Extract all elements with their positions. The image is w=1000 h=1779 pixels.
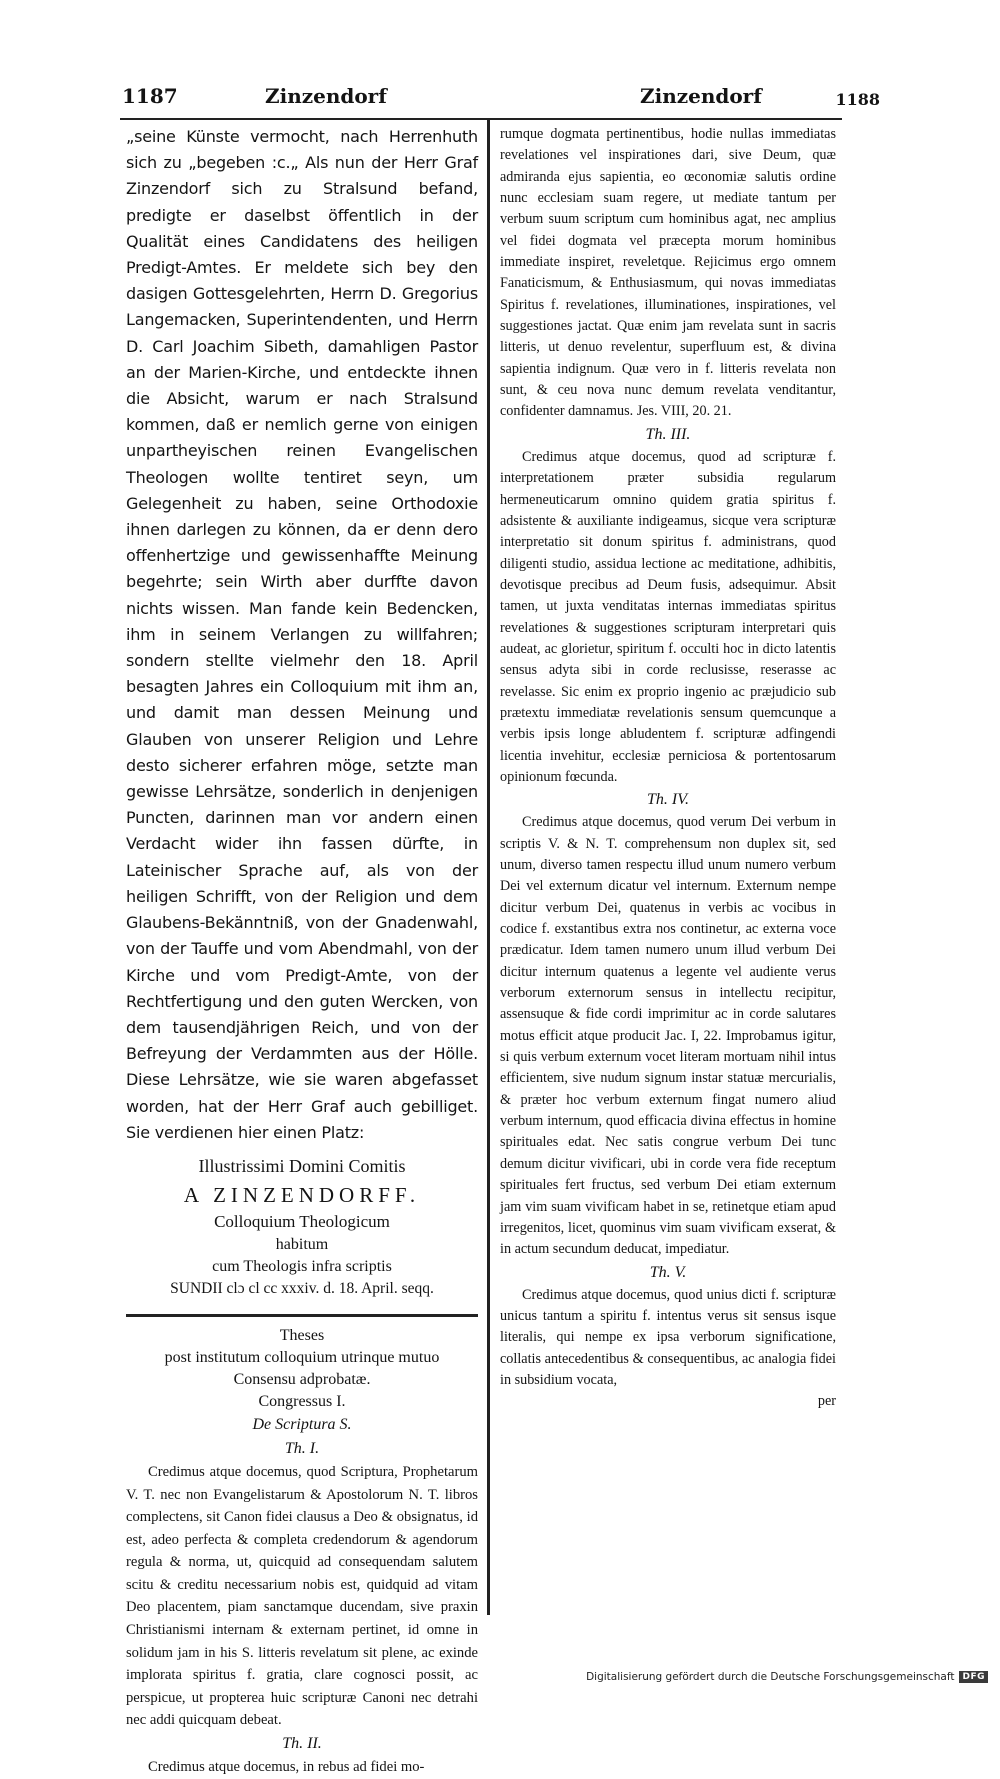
thesis-2-text: Credimus atque docemus, in rebus ad fidei mo- [148, 1759, 425, 1776]
section-rule [126, 1314, 478, 1317]
colloquium-title-line2: A ZINZENDORFF. [183, 1182, 421, 1207]
colloquium-title-line4: habitum [275, 1235, 329, 1253]
de-scriptura-heading: De Scriptura S. [252, 1415, 352, 1433]
right-column [500, 124, 836, 1413]
congressus-heading: Congressus I. [258, 1392, 346, 1410]
thesis-2-continuation: rumque dogmata pertinentibus, hodie nullas immediatas revelationes vel inspirationes dari, sive Deum, quæ admiranda ejus sapientia, eo œconomiæ salutis ordine nunc ecclesiam suam regere, ut mediate tantum per verbum suum scriptum cum hominibus agat, nec amplius vel fidei dogmata vel præcepta morum hominibus immediate inspiret, reveletque. Rejicimus ergo omnem Fanaticismum, & Enthusiasmum, qui novas immediatas Spiritus f. revelationes, illuminationes, inspirationes, vel suggestiones jactat. Quæ enim jam revelata sunt in sacris litteris, ut denuo revelentur, superfluum est, & divina sapientia indignum. Quæ vero in f. litteris revelata non sunt, & ceu nova nunc demum revelata venditantur, confidenter damnamus. Jes. VIII, 20. 21. [500, 126, 836, 420]
page-number-right: 1188 [835, 90, 880, 109]
thesis-1-heading: Th. I. [284, 1439, 320, 1457]
catchword: per [817, 1393, 836, 1410]
thesis-5-text: Credimus atque docemus, quod unius dicti f. scripturæ unicus tantum a spiritu f. intentus verus sit sensus isque literalis, qui nempe ex ipsa verborum significatione, collatis antecedentibus & consequentibus, ac analogia fidei in subsidium vocata, [500, 1286, 836, 1388]
colloquium-title-line3: Colloquium Theologicum [214, 1211, 390, 1231]
thesis-4-heading: Th. IV. [647, 791, 689, 809]
theses-subheading-1: post institutum colloquium utrinque mutuo [164, 1348, 440, 1366]
column-divider [487, 120, 490, 1615]
left-column [126, 124, 478, 1779]
colloquium-title-line1: Illustrissimi Domini Comitis [198, 1155, 406, 1176]
thesis-1-text: Credimus atque docemus, quod Scriptura, Prophetarum V. T. nec non Evangelistarum & Apostolorum N. T. libros complectens, sit Canon fidei clausus a Deo & obsignatus, id est, adeo perfecta & completa credendorum & agendorum regula & norma, ut, quicquid ad consequendam salutem scitu & creditu necessarium nobis est, quidquid ad vitam Deo placentem, piam sanctamque ducendam, sive praxin Christianismi internam & externam pertinet, id omne in solidum jam in his S. litteris revelatum sit plene, ac exinde implorata spiritus f. gratia, clare cognosci possit, ac perspicue, ut propterea huic scripturæ Canoni nec detrahi nec addi quicquam debeat. [126, 1463, 478, 1729]
colloquium-title-line6: SUNDII clɔ cl cc xxxiv. d. 18. April. seqq. [170, 1279, 434, 1297]
header-rule [120, 118, 842, 120]
running-title-right: Zinzendorf [640, 84, 762, 108]
colloquium-title-line5: cum Theologis infra scriptis [212, 1257, 392, 1275]
german-paragraph: „seine Künste vermocht, nach Herrenhuth sich zu „begeben :c.„ Als nun der Herr Graf Zinzendorf sich zu Stralsund befand, predigte er daselbst öffentlich in der Qualität eines Candidatens des heiligen Predigt-Amtes. Er meldete sich bey den dasigen Gottesgelehrten, Herrn D. Gregorius Langemacken, Superintendenten, und Herrn D. Carl Joachim Sibeth, damahligen Pastor an der Marien-Kirche, und entdeckte ihnen die Absicht, warum er nach Stralsund kommen, daß er nemlich gerne von einigen unpartheyischen reinen Evangelischen Theologen wollte tentiret seyn, um Gelegenheit zu haben, seine Orthodoxie ihnen darlegen zu können, da er denn dero offenhertzige und gewissenhaffte Meinung begehrte; sein Wirth aber durffte davon nichts wissen. Man fande kein Bedencken, ihm in seinem Verlangen zu willfahren; sondern stellte vielmehr den 18. April besagten Jahres ein Colloquium mit ihm an, und damit man dessen Meinung und Glauben von unserer Religion und Lehre desto sicherer erfahren möge, setzte man gewisse Lehrsätze, sonderlich in denjenigen Puncten, darinnen man vor andern einen Verdacht wider ihn fassen dürfte, in Lateinischer Sprache auf, als von der heiligen Schrifft, von der Religion und dem Glaubens-Bekänntniß, von der Gnadenwahl, von der Tauffe und vom Abendmahl, von der Kirche und vom Predigt-Amte, von der Rechtfertigung und den guten Wercken, von dem tausendjährigen Reich, und von der Befreyung der Verdammten aus der Hölle. Diese Lehrsätze, wie sie waren abgefasset worden, hat der Herr Graf auch gebilliget. Sie verdienen hier einen Platz: [126, 127, 478, 1142]
running-title-left: Zinzendorf [265, 84, 387, 108]
thesis-3-heading: Th. III. [645, 425, 691, 443]
theses-heading: Theses [279, 1326, 325, 1344]
dfg-logo: DFG [959, 1671, 988, 1683]
page-number-left: 1187 [122, 84, 178, 108]
page-header [110, 84, 880, 118]
digitization-footer [586, 1671, 988, 1683]
thesis-4-text: Credimus atque docemus, quod verum Dei verbum in scriptis V. & N. T. comprehensum non duplex sit, sed unum, diverso tamen respectu illud unum numero verbum Dei vel externum dicatur vel internum. Externum nempe dicitur verbum Dei, quatenus in verbis ac vocibus in codice f. exstantibus extra nos continetur, ac externa voce prædicatur. Idem tamen numero unum illud verbum Dei dicitur internum quatenus a legente vel audiente verus verborum externorum sensus in intellectu recipitur, assensuque & fide cordi imprimitur ac in corde salutares motus efficit atque producit Jac. I, 22. Improbamus igitur, si quis verbum externum vocet literam mortuam nihil intus efficientem, sive nudum signum instar statuæ mercurialis, & præter hoc verbum externum fingat numero aliud verbum internum, quod efficacia divina effectus in homine spirituales edat. Nec satis congrue verbum Dei tunc demum dicitur vivificari, ubi in corde vera fide receptum spirituales fert fructus, sed verbum Dei etiam externum jam vim suam vivificam habet in se, retinetque etiam apud irregenitos, licet, quominus vim suam vivificam exserat, & in actum secundum deducat, impediatur. [500, 814, 836, 1258]
thesis-5-heading: Th. V. [649, 1263, 687, 1281]
thesis-3-text: Credimus atque docemus, quod ad scripturæ f. interpretationem præter subsidia regularum hermeneuticarum omnino quidem gratia spiritus f. adsistente & auxiliante indigeamus, sicque vera scripturæ interpretatio sit donum spiritus f. administrans, quod diligenti studio, assidua lectione ac meditatione, adhibitis, devotisque precibus ad Deum fusis, adsequimur. Absit tamen, ut juxta venditatas internas immediatas spiritus revelationes & suggestiones scripturam interpretari quis audeat, ac glorietur, spiritum f. occulti hoc in dicto latentis sensus adyta sibi in corde reclusisse, reserasse ac revelasse. Sic enim ex proprio ingenio ac præjudicio sub prætextu immediatæ revelationis sensum quemcunque a verbis ipsis longe abludentem f. scripturæ adfingendi licentia invehitur, ecclesiæ perniciosa & portentosarum opinionum fœcunda. [500, 448, 836, 785]
funding-credit: Digitalisierung gefördert durch die Deutsche Forschungsgemeinschaft [586, 1671, 955, 1683]
theses-subheading-2: Consensu adprobatæ. [233, 1370, 371, 1388]
thesis-2-heading: Th. II. [282, 1735, 322, 1753]
